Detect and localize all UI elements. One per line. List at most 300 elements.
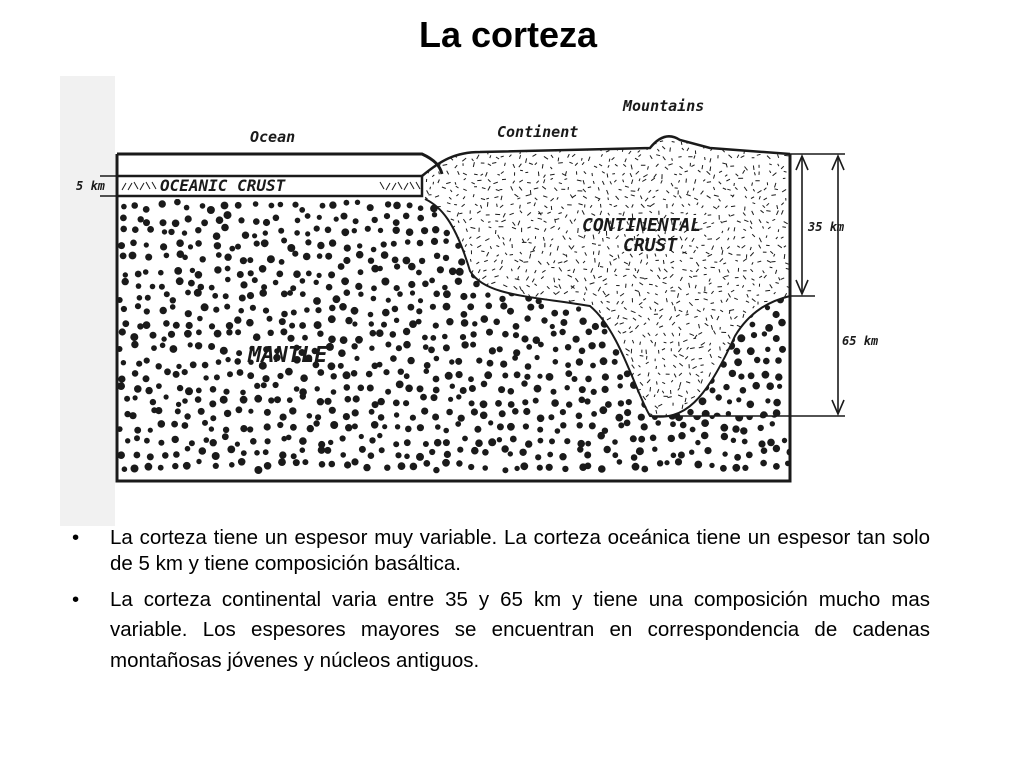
mantle-dot (188, 280, 195, 287)
continental-crust-hatch (520, 286, 522, 290)
mantle-dot (756, 372, 762, 378)
mantle-dot (234, 358, 241, 365)
mantle-dot (366, 371, 373, 378)
mantle-dot (325, 227, 332, 234)
mantle-dot (456, 371, 463, 378)
mantle-dot (208, 343, 215, 350)
mantle-dot (761, 447, 768, 454)
mantle-dot (602, 373, 609, 380)
continental-crust-hatch (518, 276, 519, 279)
continental-crust-hatch (544, 383, 547, 384)
mantle-dot (247, 257, 253, 263)
mantle-dot (753, 254, 760, 261)
continental-crust-hatch (490, 246, 491, 249)
continental-crust-hatch (663, 260, 664, 264)
continental-crust-hatch (687, 148, 689, 151)
mantle-dot (209, 426, 214, 431)
continental-crust-hatch (463, 142, 464, 145)
mantle-dot (314, 321, 322, 329)
continental-crust-hatch (593, 294, 597, 296)
mantle-dot (291, 310, 297, 316)
continental-crust-hatch (612, 157, 615, 160)
mantle-dot (352, 321, 357, 326)
mantle-dot (136, 361, 142, 367)
mantle-dot (319, 461, 326, 468)
mantle-dot (550, 253, 555, 258)
continental-crust-hatch (620, 323, 624, 324)
mantle-dot (156, 383, 162, 389)
mantle-dot (502, 373, 508, 379)
mantle-dot (508, 451, 513, 456)
mantle-dot (701, 432, 709, 440)
continental-crust-hatch (448, 332, 450, 337)
continental-crust-hatch (639, 292, 640, 296)
continental-crust-hatch (435, 196, 439, 198)
mantle-dot (662, 369, 670, 377)
mantle-dot (248, 409, 253, 414)
mantle-dot (624, 409, 631, 416)
mantle-dot (225, 357, 230, 362)
continental-crust-hatch (703, 260, 707, 261)
continental-crust-hatch (439, 341, 440, 344)
mantle-dot (443, 344, 450, 351)
continental-crust-hatch (726, 299, 728, 302)
continental-crust-hatch (557, 246, 558, 251)
continental-crust-hatch (432, 299, 434, 301)
mantle-dot (409, 320, 417, 328)
continental-crust-hatch (711, 325, 712, 330)
continental-crust-hatch (625, 197, 628, 198)
continental-crust-hatch (670, 316, 672, 320)
continental-crust-hatch (504, 419, 506, 424)
continental-crust-hatch (480, 373, 482, 375)
mantle-dot (264, 409, 271, 416)
mantle-dot (749, 215, 755, 221)
continental-crust-hatch (431, 403, 432, 406)
mantle-dot (507, 308, 514, 315)
continental-crust-hatch (729, 310, 734, 311)
continental-crust-hatch (593, 374, 595, 377)
mantle-dot (650, 386, 657, 393)
mantle-dot (417, 424, 424, 431)
mantle-dot (553, 347, 559, 353)
continental-crust-hatch (470, 354, 471, 358)
continental-crust-hatch (532, 279, 534, 283)
mantle-dot (277, 373, 283, 379)
continental-crust-hatch (729, 381, 732, 382)
continental-crust-hatch (650, 387, 651, 391)
continental-crust-hatch (601, 301, 603, 303)
mantle-dot (254, 395, 262, 403)
continental-crust-hatch (458, 171, 460, 175)
mantle-dot (416, 270, 422, 276)
continental-crust-hatch (770, 251, 773, 253)
continental-crust-hatch (447, 251, 450, 254)
continental-crust-hatch (723, 263, 726, 264)
continental-crust-hatch (648, 333, 650, 336)
continental-crust-hatch (668, 397, 672, 398)
mantle-dot (585, 463, 592, 470)
continental-crust-hatch (778, 154, 779, 158)
continental-crust-hatch (752, 234, 755, 237)
continental-crust-hatch (618, 406, 620, 409)
continental-crust-hatch (430, 419, 432, 422)
continental-crust-hatch (554, 260, 555, 263)
continental-crust-hatch (698, 170, 701, 172)
continental-crust-hatch (573, 269, 574, 273)
continental-crust-hatch (511, 332, 512, 335)
continental-crust-hatch (491, 356, 494, 359)
continental-crust-hatch (486, 172, 488, 176)
continental-crust-hatch (629, 327, 631, 329)
continental-crust-hatch (595, 197, 600, 199)
continental-crust-label-line2: CRUST (623, 235, 678, 256)
continental-crust-hatch (751, 197, 754, 199)
mantle-dot (143, 206, 150, 213)
continental-crust-hatch (626, 354, 628, 355)
continental-crust-hatch (572, 154, 575, 157)
continental-crust-hatch (731, 215, 734, 216)
mantle-dot (573, 336, 580, 343)
continental-crust-hatch (500, 406, 503, 408)
continental-crust-hatch (546, 338, 548, 340)
continental-crust-hatch (431, 214, 432, 217)
continental-crust-hatch (719, 269, 720, 272)
slide-title: La corteza (418, 14, 598, 55)
continental-crust-hatch (474, 366, 476, 369)
mantle-dot (188, 244, 193, 249)
continental-crust-hatch (481, 174, 483, 176)
continental-crust-hatch (781, 166, 784, 169)
mantle-dot (372, 217, 378, 223)
mantle-dot (576, 358, 583, 365)
continental-crust-hatch (463, 173, 467, 175)
mantle-dot (365, 226, 371, 232)
continental-crust-hatch (707, 196, 711, 199)
mantle-dot (538, 438, 544, 444)
continental-crust-hatch (425, 235, 427, 236)
mantle-dot (446, 409, 453, 416)
continental-thickness-label: 35 km (808, 220, 845, 234)
continental-crust-hatch (753, 189, 754, 191)
mantle-dot (263, 449, 269, 455)
mantle-dot (315, 414, 321, 420)
continental-crust-hatch (632, 204, 634, 207)
mantle-dot (391, 241, 397, 247)
continental-crust-hatch (698, 332, 702, 334)
mantle-dot (143, 375, 150, 382)
continental-crust-hatch (624, 340, 625, 344)
mantle-dot (659, 304, 665, 310)
mantle-dot (252, 233, 257, 238)
continental-crust-hatch (530, 190, 531, 195)
continental-crust-hatch (706, 318, 707, 321)
mantle-dot (598, 465, 606, 473)
continental-crust-hatch (563, 254, 566, 256)
continental-crust-hatch (763, 364, 765, 366)
mantle-dot (300, 447, 306, 453)
mantle-dot (176, 402, 181, 407)
continental-crust-hatch (663, 282, 667, 283)
mantle-dot (443, 238, 449, 244)
continental-crust-hatch (651, 203, 655, 206)
continental-crust-hatch (463, 302, 465, 305)
continental-crust-hatch (454, 308, 457, 311)
continental-crust-hatch (519, 164, 522, 168)
mantle-dot (236, 350, 242, 356)
mantle-dot (747, 401, 755, 409)
mantle-dot (151, 345, 157, 351)
continental-crust-hatch (495, 339, 496, 343)
continental-crust-hatch (535, 228, 539, 229)
mantle-dot (733, 201, 741, 209)
mantle-dot (376, 329, 384, 337)
mantle-dot (421, 408, 428, 415)
continental-crust-hatch (679, 327, 682, 330)
continental-crust-hatch (544, 358, 547, 361)
mantle-dot (467, 303, 474, 310)
continental-crust-hatch (543, 196, 547, 197)
mantle-dot (300, 374, 308, 382)
mantle-dot (690, 427, 696, 433)
continental-crust-hatch (731, 317, 732, 320)
mantle-dot (145, 295, 151, 301)
continental-crust-hatch (686, 323, 689, 324)
mantle-dot (317, 273, 322, 278)
mantle-dot (717, 400, 723, 406)
continental-crust-hatch (551, 226, 555, 228)
continental-crust-hatch (494, 388, 497, 391)
continental-crust-hatch (569, 162, 572, 163)
mantle-dot (732, 425, 739, 432)
mantle-dot (405, 385, 413, 393)
continental-crust-hatch (768, 227, 771, 229)
continental-crust-hatch (769, 390, 770, 393)
mantle-dot (550, 228, 557, 235)
continental-crust-hatch (462, 366, 467, 367)
mantle-dot (433, 387, 440, 394)
continental-crust-hatch (701, 372, 704, 373)
mantle-dot (329, 407, 336, 414)
continental-crust-hatch (547, 212, 550, 213)
continental-crust-hatch (632, 358, 634, 362)
mantle-dot (176, 239, 184, 247)
mantle-dot (340, 336, 348, 344)
mantle-dot (675, 317, 682, 324)
mantle-dot (173, 322, 180, 329)
continental-crust-hatch (492, 294, 495, 296)
continental-crust-hatch (522, 290, 524, 294)
mantle-dot (330, 421, 338, 429)
mantle-dot (567, 201, 572, 206)
mantle-dot (725, 319, 732, 326)
mantle-dot (671, 453, 677, 459)
mantle-dot (278, 202, 284, 208)
mantle-dot (499, 410, 506, 417)
continental-crust-hatch (599, 331, 600, 334)
continental-crust-hatch (723, 277, 726, 280)
mantle-dot (369, 409, 375, 415)
mantle-dot (155, 407, 162, 414)
mantle-dot (279, 451, 286, 458)
mantle-dot (338, 349, 346, 357)
mantle-dot (236, 406, 243, 413)
mantle-dot (460, 387, 467, 394)
mantle-dot (304, 307, 310, 313)
continental-crust-hatch (698, 380, 700, 383)
mantle-dot (510, 436, 517, 443)
continental-crust-hatch (545, 372, 546, 376)
mantle-dot (637, 368, 642, 373)
continental-crust-hatch (529, 332, 533, 334)
mantle-dot (210, 415, 216, 421)
mantle-dot (226, 329, 232, 335)
continental-crust-hatch (636, 171, 639, 174)
continental-crust-hatch (462, 239, 463, 242)
continental-crust-hatch (513, 164, 515, 168)
continental-crust-hatch (483, 270, 486, 271)
continental-crust-hatch (582, 210, 584, 214)
mantle-dot (124, 396, 130, 402)
continental-crust-hatch (781, 405, 784, 408)
continental-crust-hatch (774, 254, 775, 257)
continental-crust-hatch (759, 238, 761, 243)
continental-crust-hatch (607, 318, 611, 320)
continental-crust-hatch (657, 389, 658, 393)
continental-crust-hatch (481, 205, 482, 208)
continental-crust-hatch (668, 164, 672, 165)
mantle-dot (150, 284, 156, 290)
mantle-dot (269, 203, 275, 209)
mantle-dot (214, 266, 221, 273)
mantle-dot (134, 427, 141, 434)
mantle-dot (738, 374, 744, 380)
continental-crust-hatch (758, 316, 762, 318)
mantle-dot (470, 342, 476, 348)
mantle-dot (434, 439, 442, 447)
mantle-dot (395, 452, 401, 458)
continental-crust-hatch (756, 338, 759, 342)
mantle-dot (317, 331, 323, 337)
continental-crust-hatch (654, 302, 658, 305)
mantle-dot (135, 303, 141, 309)
continental-crust-hatch (610, 261, 611, 265)
continental-crust-hatch (421, 332, 425, 333)
mantle-dot (227, 446, 235, 454)
mantle-dot (404, 454, 410, 460)
continental-crust-hatch (450, 290, 454, 292)
mantle-dot (648, 345, 654, 351)
continental-crust-hatch (599, 310, 600, 313)
mantle-dot (410, 463, 418, 471)
mantle-dot (268, 397, 274, 403)
continental-crust-hatch (492, 163, 496, 164)
continental-crust-hatch (496, 371, 499, 374)
bullet-item-oceanic-crust (68, 525, 930, 577)
mantle-dot (196, 388, 202, 394)
mantle-dot (766, 382, 774, 390)
continental-crust-hatch (447, 146, 450, 150)
continental-crust-hatch (631, 165, 632, 170)
continental-crust-hatch (572, 195, 576, 198)
continental-crust-hatch (694, 316, 697, 317)
continental-crust-hatch (456, 186, 459, 188)
mantle-dot (216, 216, 224, 224)
continental-crust-hatch (772, 142, 774, 143)
mantle-dot (565, 344, 571, 350)
mantle-dot (367, 204, 374, 211)
continental-crust-hatch (443, 165, 448, 166)
mantle-dot (490, 252, 496, 258)
continental-crust-hatch (521, 318, 522, 321)
mantle-dot (225, 277, 231, 283)
mantle-dot (119, 328, 126, 335)
continental-crust-hatch (722, 250, 723, 255)
continental-crust-hatch (720, 347, 721, 351)
mantle-dot (679, 373, 687, 381)
mantle-dot (278, 228, 284, 234)
continental-crust-hatch (520, 155, 521, 159)
continental-crust-hatch (673, 196, 676, 198)
mantle-dot (392, 306, 399, 313)
continental-crust-hatch (737, 221, 741, 223)
continental-crust-hatch (568, 275, 572, 277)
continental-crust-hatch (466, 291, 468, 293)
mantle-dot (775, 357, 782, 364)
continental-crust-hatch (566, 171, 567, 175)
continental-crust-hatch (447, 203, 451, 204)
continental-crust-hatch (661, 180, 662, 183)
mantle-dot (494, 258, 499, 263)
continental-crust-hatch (759, 395, 764, 396)
mantle-dot (333, 295, 341, 303)
continental-crust-hatch (431, 373, 435, 374)
mantle-dot (663, 344, 670, 351)
mantle-dot (358, 292, 363, 297)
mantle-dot (359, 446, 366, 453)
continental-crust-hatch (757, 190, 761, 193)
mantle-dot (618, 292, 626, 300)
continental-crust-hatch (496, 246, 499, 247)
continental-crust-hatch (454, 349, 457, 350)
mantle-dot (758, 440, 765, 447)
mantle-dot (551, 331, 557, 337)
continental-crust-hatch (488, 164, 491, 166)
mantle-dot (548, 414, 554, 420)
continental-crust-hatch (782, 189, 786, 192)
mantle-dot (240, 257, 247, 264)
continental-crust-hatch (764, 198, 767, 200)
mantle-dot (500, 302, 507, 309)
mantle-dot (591, 207, 597, 213)
mantle-dot (221, 224, 229, 232)
mantle-dot (185, 215, 192, 222)
continental-crust-hatch (530, 251, 535, 253)
continental-crust-hatch (473, 162, 474, 167)
continental-crust-hatch (499, 381, 502, 384)
continental-crust-hatch (769, 164, 772, 165)
mantle-dot (737, 334, 745, 342)
continental-crust-hatch (686, 382, 690, 383)
continental-crust-hatch (727, 247, 729, 249)
continental-crust-hatch (737, 155, 739, 158)
continental-crust-hatch (722, 231, 723, 233)
continental-crust-hatch (433, 342, 434, 347)
mantle-dot (416, 308, 422, 314)
mantle-dot (331, 389, 337, 395)
continental-crust-hatch (423, 275, 425, 278)
continental-crust-hatch (424, 355, 427, 356)
